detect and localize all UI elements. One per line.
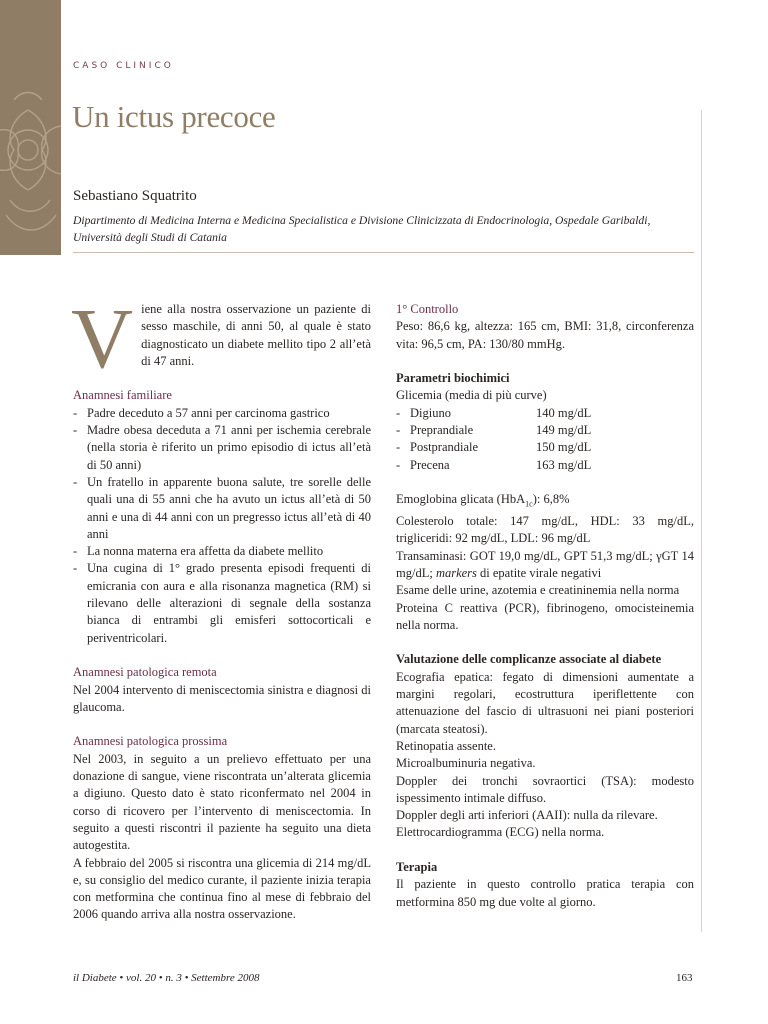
pcr-line: Proteina C reattiva (PCR), fibrinogeno, omocisteinemia nella norma. [396,600,694,632]
complicanze-item: Doppler dei tronchi sovraortici (TSA): modesto ispessimento intimale diffuso. [396,773,694,805]
hba1c-subscript: 1c [525,499,533,509]
controllo-paragraph: Peso: 86,6 kg, altezza: 165 cm, BMI: 31,8, circonferenza vita: 96,5 cm, PA: 130/80 mmHg. [396,319,694,351]
list-item: - Una cugina di 1° grado presenta episodi frequenti di emicrania con aura e alla risonanza magnetica (RM) si rilevano delle alterazioni di segnale della sostanza bianca di entrambi gli emisferi sottocorticali e periventricolari. [73,560,371,646]
transaminasi-markers: markers [435,565,477,580]
urine-line: Esame delle urine, azotemia e creatininemia nella norma [396,583,680,598]
prossima-paragraph-1: Nel 2003, in seguito a un prelievo effettuato per una donazione di sangue, viene riscontrata un’alterata glicemia a digiuno. Questo dato è stato riconfermato nel 2004 in corso di ricovero per l’intervento di meniscectomia. In seguito a questi riscontri il paziente ha seguito una dieta autogestita. [73,751,371,853]
prossima-paragraph-2: A febbraio del 2005 si riscontra una glicemia di 214 mg/dL e, su consiglio del medico curante, il paziente inizia terapia con metformina che continua fino al mese di febbraio del 2006 quando arriva alla nostra osservazione. [73,855,371,922]
left-column [71,290,371,924]
glicemia-value: 149 mg/dL [536,423,592,438]
right-column [396,301,694,911]
section-heading-controllo: 1° Controllo [396,302,459,316]
article-title: Un ictus precoce [72,99,276,134]
transaminasi-pre: Transaminasi: GOT 19,0 mg/dL, GPT 51,3 mg/dL; γGT 14 mg/dL; [396,548,694,580]
glicemia-list [396,405,694,474]
glicemia-label-item: Preprandiale [410,423,474,438]
author-affiliation: Dipartimento di Medicina Interna e Medicina Specialistica e Divisione Clinicizzata di Endocrinologia, Ospedale Garibaldi, Università degli Studi di Catania [73,214,651,244]
floral-ornament-icon [0,0,61,255]
list-item: - La nonna materna era affetta da diabete mellito [73,543,371,560]
list-item [396,457,694,474]
author-name: Sebastiano Squatrito [73,188,197,204]
colesterolo-line: Colesterolo totale: 147 mg/dL, HDL: 33 mg/dL, trigliceridi: 92 mg/dL, LDL: 96 mg/dL [396,514,694,546]
hba1c-suffix: ): 6,8% [532,492,570,507]
list-item: - Madre obesa deceduta a 71 anni per ischemia cerebrale (nella storia è riferito un primo episodio di ictus all’età di 50 anni) [73,422,371,474]
complicanze-item: Retinopatia assente. [396,738,496,753]
page-number: 163 [676,972,693,984]
hba1c-prefix: Emoglobina glicata (HbA [396,492,526,507]
section-heading-complicanze: Valutazione delle complicanze associate al diabete [396,652,662,667]
hba1c-line [396,491,694,513]
complicanze-item: Ecografia epatica: fegato di dimensioni aumentate a margini regolari, ecostruttura iperiflettente con attenuazione del fascio di ultrasuoni nei piani posteriori (marcata steatosi). [396,669,694,736]
glicemia-label: Glicemia (media di più curve) [396,388,547,403]
terapia-paragraph: Il paziente in questo controllo pratica terapia con metformina 850 mg due volte al giorno. [396,877,694,909]
list-item [396,439,694,456]
section-heading-familiare: Anamnesi familiare [73,388,172,403]
complicanze-item: Elettrocardiogramma (ECG) nella norma. [396,825,605,840]
glicemia-label-item: Precena [410,457,450,472]
section-heading-prossima: Anamnesi patologica prossima [73,734,228,749]
section-heading-terapia: Terapia [396,860,438,874]
glicemia-label-item: Digiuno [410,405,451,420]
journal-footer: il Diabete • vol. 20 • n. 3 • Settembre 2008 [73,972,260,984]
list-item [396,422,694,439]
section-heading-biochimici: Parametri biochimici [396,371,510,386]
list-item: - Un fratello in apparente buona salute, tre sorelle delle quali una di 55 anni che ha avuto un ictus all’età di 50 anni e una di 44 anni con un pregresso ictus all’età di 40 anni [73,474,371,543]
page-margin-rule [701,110,702,932]
remota-paragraph: Nel 2004 intervento di meniscectomia sinistra e diagnosi di glaucoma. [73,682,371,714]
intro-text: iene alla nostra osservazione un paziente di sesso maschile, di anni 50, al quale è stato diagnosticato un diabete mellito tipo 2 all’età di 47 anni. [141,302,371,368]
list-item [396,405,694,422]
glicemia-value: 163 mg/dL [536,457,592,472]
glicemia-value: 140 mg/dL [536,405,592,420]
complicanze-item: Microalbuminuria negativa. [396,756,536,771]
drop-cap: V [71,290,134,386]
glicemia-value: 150 mg/dL [536,440,592,455]
glicemia-label-item: Postprandiale [410,440,479,455]
transaminasi-line [396,548,694,583]
transaminasi-post: di epatite virale negativi [476,565,602,580]
list-item: - Padre deceduto a 57 anni per carcinoma gastrico [73,405,371,422]
decorative-band [0,0,61,255]
header-divider [73,252,694,253]
section-heading-remota: Anamnesi patologica remota [73,665,217,680]
section-kicker: CASO CLINICO [73,61,174,71]
family-history-list [73,405,371,647]
intro-paragraph [71,290,371,386]
complicanze-item: Doppler degli arti inferiori (AAII): nulla da rilevare. [396,808,658,823]
